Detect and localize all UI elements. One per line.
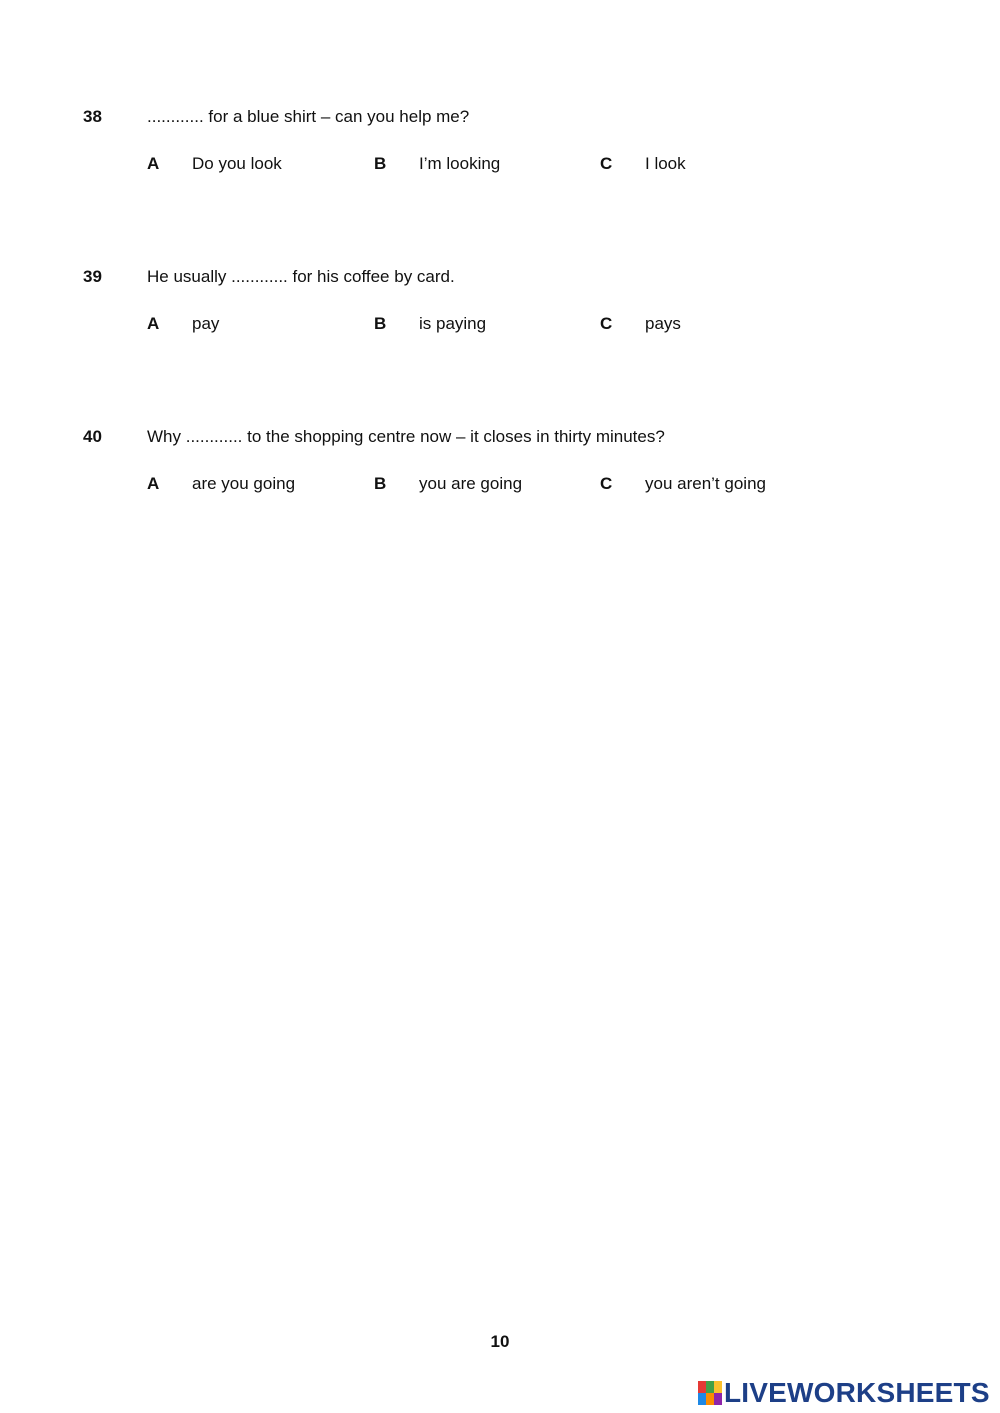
- option-letter: A: [147, 314, 160, 333]
- option-text: you aren’t going: [645, 474, 766, 493]
- option-text: I’m looking: [419, 154, 501, 173]
- option-letter: B: [374, 314, 387, 333]
- option-letter: C: [600, 314, 613, 333]
- page-number: 10: [490, 1332, 510, 1351]
- question-number: 38: [83, 107, 102, 126]
- logo-mark-cell: [698, 1393, 706, 1405]
- option-letter: C: [600, 154, 613, 173]
- logo-mark-cell: [714, 1381, 722, 1393]
- logo-text: LIVEWORKSHEETS: [724, 1377, 990, 1408]
- question-40: [0, 426, 1000, 516]
- option-text: I look: [645, 154, 686, 173]
- logo-mark-cell: [714, 1393, 722, 1405]
- logo-mark-icon: [698, 1381, 722, 1405]
- option-letter: B: [374, 154, 387, 173]
- question-text: He usually ............ for his coffee by card.: [147, 267, 455, 286]
- option-letter: A: [147, 154, 160, 173]
- option-text: Do you look: [192, 154, 282, 173]
- question-text: Why ............ to the shopping centre now – it closes in thirty minutes?: [147, 427, 665, 446]
- option-text: are you going: [192, 474, 296, 493]
- option-text: pays: [645, 314, 681, 333]
- option-text: pay: [192, 314, 220, 333]
- option-letter: B: [374, 474, 387, 493]
- option-letter: C: [600, 474, 613, 493]
- question-number: 39: [83, 267, 102, 286]
- option-text: you are going: [419, 474, 523, 493]
- question-number: 40: [83, 427, 102, 446]
- option-text: is paying: [419, 314, 487, 333]
- option-letter: A: [147, 474, 160, 493]
- liveworksheets-logo: [698, 1377, 990, 1409]
- logo-mark-cell: [698, 1381, 706, 1393]
- logo-mark-cell: [706, 1393, 714, 1405]
- question-text: ............ for a blue shirt – can you help me?: [147, 107, 470, 126]
- logo-mark-cell: [706, 1381, 714, 1393]
- question-39: [0, 266, 1000, 356]
- question-38: [0, 106, 1000, 196]
